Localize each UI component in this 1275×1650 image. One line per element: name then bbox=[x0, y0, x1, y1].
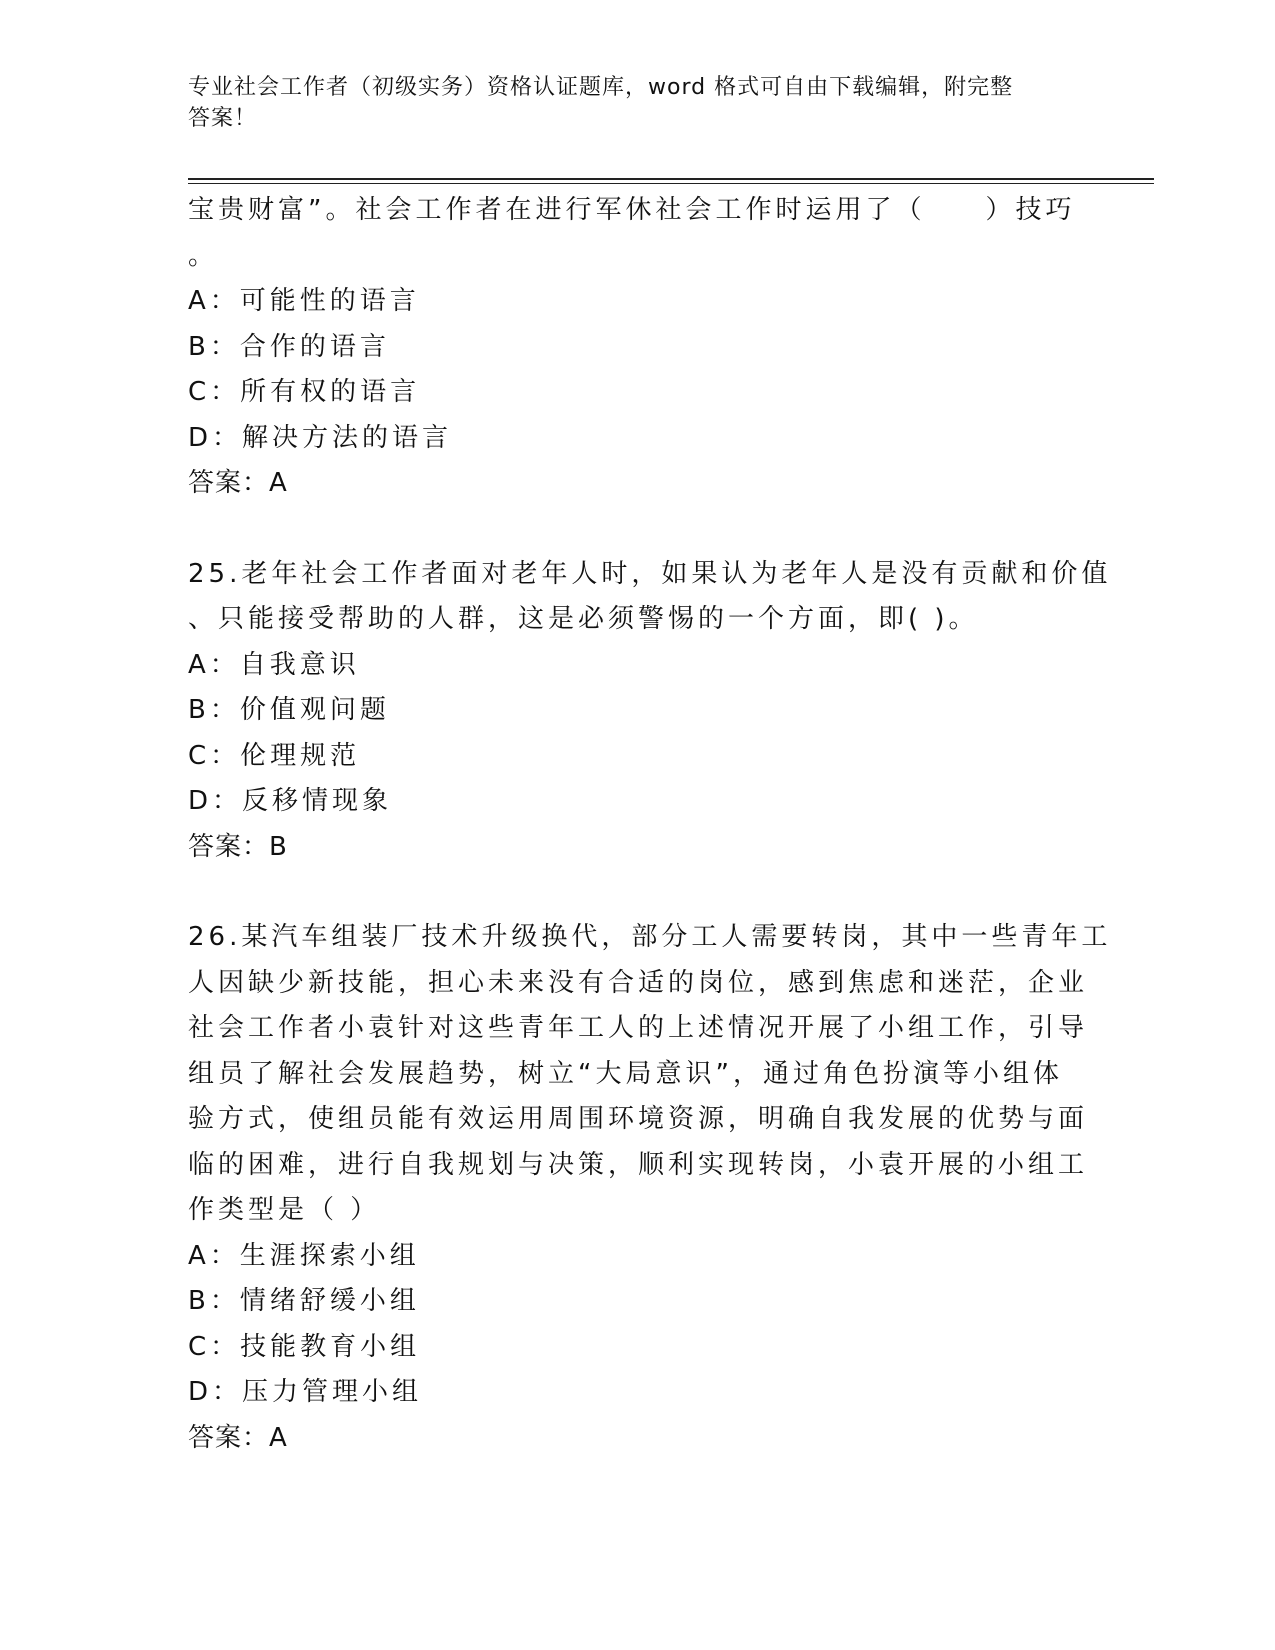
option-c: C：技能教育小组 bbox=[188, 1331, 421, 1362]
option-b: B：价值观问题 bbox=[188, 695, 390, 725]
question-text-line: 组员了解社会发展趋势，树立“大局意识”，通过角色扮演等小组体 bbox=[188, 1058, 1063, 1089]
header-line-1: 专业社会工作者（初级实务）资格认证题库，word 格式可自由下载编辑，附完整 bbox=[188, 75, 1014, 100]
option-c: C：伦理规范 bbox=[188, 740, 361, 771]
option-b: B：情绪舒缓小组 bbox=[188, 1286, 420, 1316]
option-d: D：压力管理小组 bbox=[188, 1377, 423, 1407]
question-text-line: 25.老年社会工作者面对老年人时，如果认为老年人是没有贡献和价值 bbox=[188, 558, 1112, 589]
option-a: A：自我意识 bbox=[188, 649, 360, 680]
answer: 答案：A bbox=[188, 1422, 288, 1453]
question-text-line: 作类型是（ ） bbox=[188, 1195, 381, 1225]
header-line-2: 答案！ bbox=[188, 106, 258, 131]
question-26 bbox=[188, 915, 1112, 1461]
header-rule-thick bbox=[188, 178, 1154, 180]
document-body bbox=[188, 188, 1112, 1461]
option-b: B：合作的语言 bbox=[188, 331, 390, 362]
question-text-line: 、只能接受帮助的人群，这是必须警惕的一个方面，即( )。 bbox=[188, 604, 979, 634]
option-a: A：生涯探索小组 bbox=[188, 1240, 420, 1271]
question-text-line: 验方式，使组员能有效运用周围环境资源，明确自我发展的优势与面 bbox=[188, 1104, 1089, 1134]
option-a: A：可能性的语言 bbox=[188, 286, 420, 316]
option-d: D：解决方法的语言 bbox=[188, 422, 453, 453]
option-d: D：反移情现象 bbox=[188, 786, 393, 816]
question-text-line: 宝贵财富”。社会工作者在进行军休社会工作时运用了（ ）技巧 bbox=[188, 195, 1076, 225]
question-text-line: 临的困难，进行自我规划与决策，顺利实现转岗，小袁开展的小组工 bbox=[188, 1149, 1089, 1180]
question-text-line: 26.某汽车组装厂技术升级换代，部分工人需要转岗，其中一些青年工 bbox=[188, 922, 1112, 952]
question-24 bbox=[188, 188, 1088, 507]
option-c: C：所有权的语言 bbox=[188, 377, 421, 407]
answer: 答案：B bbox=[188, 831, 288, 862]
question-text-line: 社会工作者小袁针对这些青年工人的上述情况开展了小组工作，引导 bbox=[188, 1013, 1089, 1043]
question-text-line: 。 bbox=[188, 240, 219, 271]
answer: 答案：A bbox=[188, 468, 288, 498]
question-25 bbox=[188, 552, 1112, 871]
header-rule-thin bbox=[188, 183, 1154, 184]
document-header bbox=[188, 72, 1068, 134]
question-text-line: 人因缺少新技能，担心未来没有合适的岗位，感到焦虑和迷茫，企业 bbox=[188, 967, 1089, 998]
